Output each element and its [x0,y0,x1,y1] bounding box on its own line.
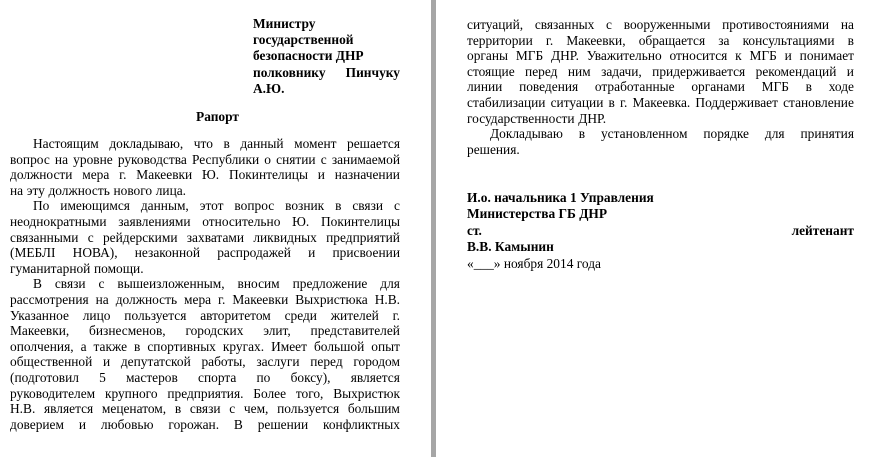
word: среди [284,307,317,323]
word: бизнесменов, [89,323,166,339]
word: Выхристюка [295,291,368,307]
word: рассмотрения [10,291,89,307]
word: связи [54,276,86,292]
word: на [54,151,69,167]
word: снятии [276,151,316,167]
signature-date: «___» ноября 2014 года [467,255,601,271]
word: противостояниями [722,17,830,32]
word: Выхристюк [333,385,400,401]
word: рекомендаций [755,63,837,79]
word: доверием [10,416,64,432]
word: предприятия. [167,385,244,401]
word: городских [185,323,244,339]
word: а [80,338,87,354]
word: боксу), [290,369,331,385]
word: органы [467,48,508,64]
word: и [317,167,325,183]
word: В [33,276,42,292]
word: ликвидных [253,229,317,245]
text-line [10,292,400,308]
word: большим [347,401,400,417]
word: мера [82,167,110,183]
word: должности [10,167,73,183]
word: Докладываю [490,126,563,142]
word: г. [392,307,400,323]
word: Макеевки, [566,32,626,48]
word: гуманитарной [10,260,91,276]
addressee-line-4 [253,65,400,81]
addressee-initials: А.Ю. [253,80,285,96]
word: ситуации [550,94,604,110]
addressee-block [253,16,400,97]
word: незаконной [134,245,200,261]
word: элит, [263,323,291,339]
word: (МЕБЛІ [10,245,56,261]
word: придерживается [652,63,746,79]
word: перед [525,63,558,79]
word: В [233,416,243,432]
text-line [10,276,400,292]
word: г. [119,167,127,183]
word: меценатом, [101,401,167,417]
signature-rank-title: лейтенант [791,222,854,238]
word: в [578,126,586,142]
word: связанными [10,229,79,245]
word: уровне [73,151,113,167]
word: должность [48,182,110,198]
word: МГБ [749,48,777,64]
word: вышеизложенным, [117,276,225,292]
word: спорта [198,369,237,385]
word: и [846,63,854,79]
text-line [10,417,400,433]
word: установленном [600,126,688,142]
word: понимает [799,48,854,64]
word: мера [184,291,212,307]
word: и [784,48,792,64]
word: стоящие [467,63,515,79]
word: нового [113,182,153,198]
text-line [10,198,400,214]
word: по [256,369,271,385]
text-line [10,245,400,261]
word: назначении [334,167,400,183]
signature-ministry: Министерства ГБ ДНР [467,206,608,222]
word: к [735,48,742,64]
word: авторитетом [200,307,271,323]
word: задачи, [601,63,642,79]
word: территории [467,32,533,48]
word: мастеров [126,369,178,385]
word: относительно [202,213,281,229]
word: Макеевка. [632,94,691,110]
word: присвоении [332,245,400,261]
word: в [335,198,342,214]
word: заявлениями [118,213,191,229]
word: стабилизации [467,94,546,110]
word: и [78,416,87,432]
word: поведения [519,79,579,95]
word: с [320,151,327,167]
addressee-line-1: Министру [253,16,316,31]
word: лица. [155,182,187,198]
word: любовью [100,416,154,432]
text-line [10,323,400,339]
word: органами [691,79,745,95]
word: на [95,291,109,307]
word: в [847,32,854,48]
word: Указанное [10,307,69,323]
word: с [606,17,612,32]
signature-name: В.В. Камынин [467,239,554,255]
word: г. [619,94,628,110]
text-line [10,230,400,246]
word: руководства [117,151,187,167]
word: городом [353,354,400,370]
signature-block [467,190,854,272]
word: обращается [638,32,706,48]
text-line [10,370,400,386]
word: Макеевки [232,291,289,307]
report-title: Рапорт [196,109,239,124]
word: г. [218,291,226,307]
word: решения. [467,141,520,157]
word: в [174,401,182,417]
word: ним [567,63,591,79]
word: Уважительно [586,48,662,64]
word: государственности [467,110,575,126]
word: линии [467,79,503,95]
text-line [467,95,854,111]
word: связи [189,401,221,417]
word: большой [313,338,365,354]
text-line [467,79,854,95]
word: должность [115,291,178,307]
word: ситуаций, [467,17,524,32]
word: вопрос [234,198,275,214]
word: ДНР. [578,110,607,126]
word: занимаемой [331,151,400,167]
word: 5 [99,369,106,385]
word: консультациями [742,32,835,48]
word: с [229,401,236,417]
word: что [193,136,213,151]
word: вносим [237,276,280,292]
word: того, [295,385,324,401]
text-line [10,308,400,324]
word: Покинтелицы [320,213,400,229]
word: решении [257,416,309,432]
word: ходе [828,79,854,95]
text-line [10,183,400,199]
word: предприятий [326,229,400,245]
word: Макеевки, [10,323,70,339]
word: связанных [534,17,595,32]
text-line [10,136,400,152]
word: Настоящим [33,136,99,151]
word: Покинтелицы [228,167,308,183]
text-line [10,386,400,402]
word: МГБ [761,79,789,95]
text-line [467,64,854,80]
word: данным, [140,198,189,214]
text-line [10,152,400,168]
text-line [467,48,854,64]
word: эту [26,182,45,198]
word: в [608,94,615,110]
word: о [264,151,271,167]
word: Имеет [271,338,307,354]
word: Более [253,385,287,401]
addressee-line-3: безопасности ДНР [253,48,364,64]
text-line [467,142,854,158]
word: горожан. [168,416,220,432]
word: Н.В. [374,291,400,307]
word: возник [285,198,325,214]
word: НОВА), [72,245,118,261]
word: Ю. [202,167,220,183]
word: с [393,198,400,214]
word: Ю. [292,213,310,229]
word: является [350,369,400,385]
word: отработанные [594,79,675,95]
word: перед [310,354,343,370]
word: становление [783,94,854,110]
text-line [10,339,400,355]
word: депутатской [120,354,191,370]
word: на [840,17,854,32]
word: в [223,136,230,151]
word: руководителем [10,385,96,401]
word: чем, [243,401,269,417]
word: МГБ [515,48,544,64]
text-line [467,17,854,33]
text-line [10,214,400,230]
text-line [10,401,400,417]
word: вопрос [10,151,50,167]
word: (подготовил [10,369,79,385]
word: с [87,229,94,245]
text-line [10,354,400,370]
word: г. [545,32,554,48]
text-line [467,33,854,49]
word: за [718,32,730,48]
text-line [467,111,854,127]
word: предложение [292,276,368,292]
word: вооруженными [623,17,711,32]
text-line [10,261,400,277]
text-line [10,167,400,183]
word: также [93,338,128,354]
signature-rank-prefix: ст. [467,222,482,238]
word: момент [294,136,337,151]
word: в [134,338,141,354]
word: пользуется [124,307,187,323]
word: распродажей [217,245,291,261]
word: является [44,401,94,417]
word: решается [347,136,400,151]
word: спортивных [147,338,216,354]
word: в [805,79,812,95]
word: По [33,198,50,214]
word: захватами [186,229,245,245]
word: для [380,276,400,292]
signature-position: И.о. начальника 1 Управления [467,190,654,205]
word: ополчения, [10,338,74,354]
word: данный [240,136,284,151]
addressee-rank: полковнику [253,64,326,80]
word: работы, [201,354,246,370]
word: на [10,182,24,198]
word: жителей [330,307,379,323]
right-body-text [467,17,854,157]
word: Макеевки [136,167,193,183]
word: лицо [82,307,111,323]
word: помощи. [93,260,144,276]
word: Республики [191,151,260,167]
word: опыт [371,338,400,354]
word: заслуги [256,354,300,370]
word: общественной [10,354,93,370]
word: принятия [800,126,854,142]
text-line [467,126,854,142]
word: неоднократными [10,213,107,229]
signature-rank [467,223,854,239]
word: и [308,245,316,261]
word: для [764,126,785,142]
addressee-line-2: государственной [253,32,354,48]
word: рейдерскими [102,229,178,245]
word: порядке [703,126,750,142]
word: связи [352,198,384,214]
word: имеющимся [60,198,130,214]
word: пользуется [277,401,340,417]
word: конфликтных [323,416,400,432]
left-body-text [10,136,400,432]
word: представителей [310,323,400,339]
word: Н.В. [10,401,36,417]
word: крупного [104,385,158,401]
word: докладываю, [109,136,184,151]
word: и [102,354,111,370]
word: кругах. [222,338,265,354]
word: с [98,276,105,292]
addressee-surname: Пинчуку [345,64,400,80]
word: этот [199,198,224,214]
word: относится [669,48,728,64]
word: ДНР. [551,48,579,64]
word: Поддерживает [695,94,778,110]
